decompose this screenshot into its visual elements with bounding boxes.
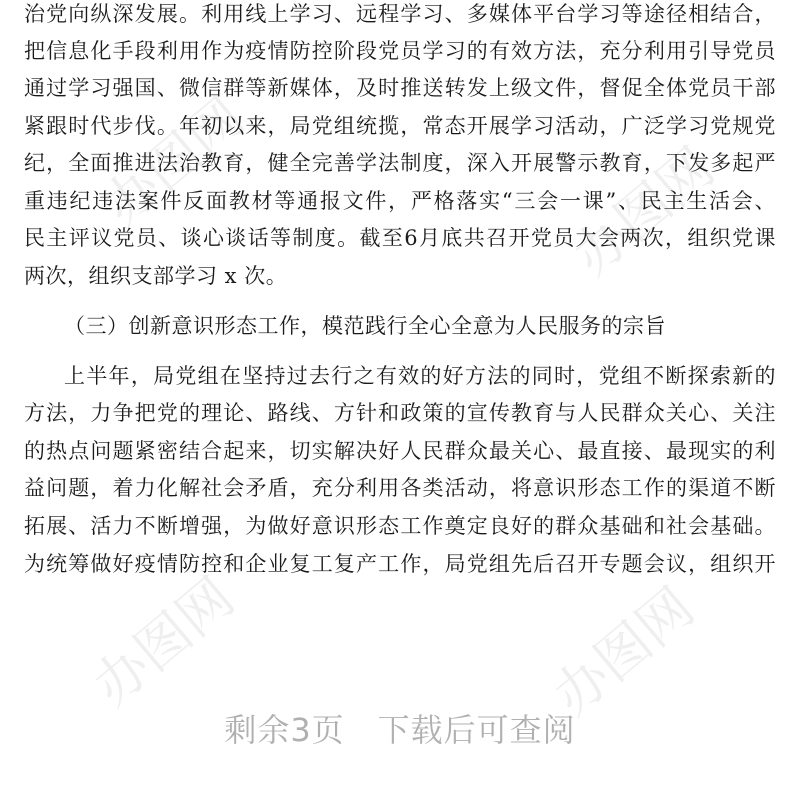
text-line: 把信息化手段利用作为疫情防控阶段党员学习的有效方法，充分利用引导党员 — [24, 39, 776, 63]
section-heading: （三）创新意识形态工作，模范践行全心全意为人民服务的宗旨 — [64, 314, 666, 338]
watermark: 办图网 — [81, 565, 246, 718]
text-line: 益问题，着力化解社会矛盾，充分利用各类活动，将意识形态工作的渠道不断 — [24, 476, 776, 500]
text-line: 的热点问题紧密结合起来，切实解决好人民群众最关心、最直接、最现实的利 — [24, 439, 776, 463]
text-line: 上半年，局党组在坚持过去行之有效的好方法的同时，党组不断探索新的 — [64, 364, 776, 388]
watermark: 办图网 — [561, 135, 726, 288]
text-line: 通过学习强国、微信群等新媒体，及时推送转发上级文件，督促全体党员干部 — [24, 76, 776, 100]
text-line: 两次，组织支部学习 x 次。 — [24, 264, 288, 288]
text-line: 纪，全面推进法治教育，健全完善学法制度，深入开展警示教育，下发多起严 — [24, 151, 776, 175]
text-line: 方法，力争把党的理论、路线、方针和政策的宣传教育与人民群众关心、关注 — [24, 401, 776, 425]
text-line: 紧跟时代步伐。年初以来，局党组统揽，常态开展学习活动，广泛学习党规党 — [24, 114, 776, 138]
text-line: 民主评议党员、谈心谈话等制度。截至6月底共召开党员大会两次，组织党课 — [24, 226, 776, 250]
text-line: 重违纪违法案件反面教材等通报文件，严格落实“三会一课”、民主生活会、 — [24, 189, 776, 213]
remaining-pages-banner[interactable]: 剩余3页 下载后可查阅 — [224, 711, 576, 749]
watermark: 办图网 — [541, 575, 706, 728]
text-line: 为统筹做好疫情防控和企业复工复产工作，局党组先后召开专题会议，组织开 — [24, 552, 776, 576]
text-line: 治党向纵深发展。利用线上学习、远程学习、多媒体平台学习等途径相结合， — [24, 2, 776, 26]
watermark: 办图网 — [91, 85, 256, 238]
text-line: 拓展、活力不断增强，为做好意识形态工作奠定良好的群众基础和社会基础。 — [24, 514, 776, 538]
